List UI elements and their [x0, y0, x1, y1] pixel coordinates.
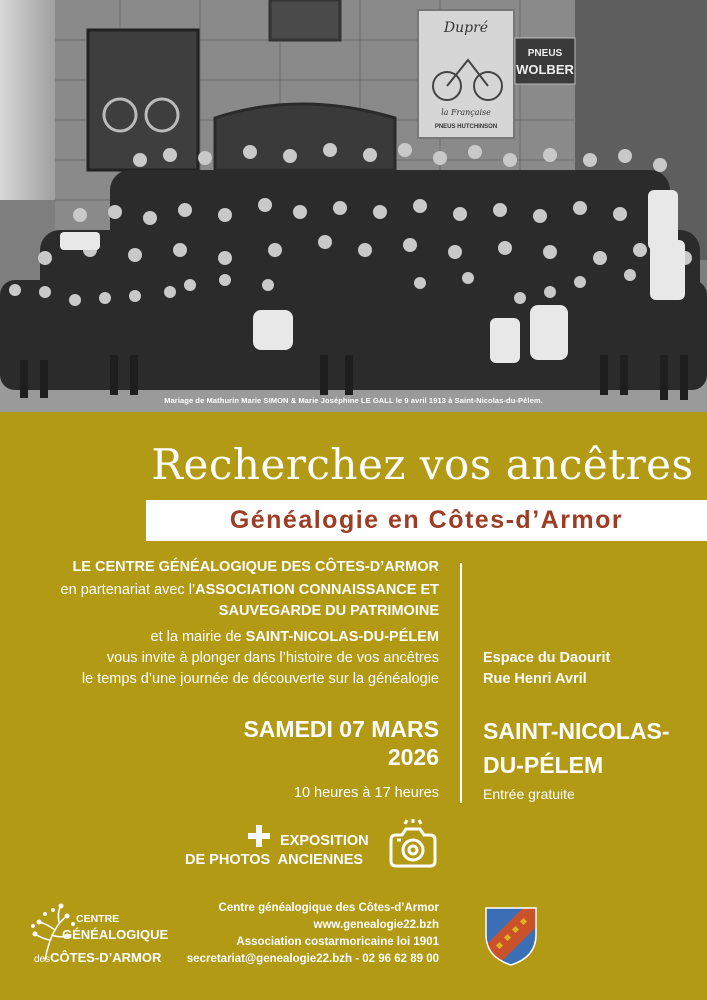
entry-fee: Entrée gratuite: [483, 786, 575, 802]
logo-prefix: des: [34, 954, 51, 965]
venue-name: Espace du Daourit: [483, 650, 611, 666]
partnership-line: [61, 580, 439, 601]
column-divider: [460, 563, 462, 803]
contact-email-phone[interactable]: secretariat@genealogie22.bzh - 02 96 62 89 00: [186, 953, 439, 965]
sign-wolber: WOLBER: [516, 62, 574, 77]
event-date: SAMEDI 07 MARS: [243, 716, 439, 742]
contact-legal-status: Association costarmoricaine loi 1901: [236, 936, 439, 948]
exposition-line1: EXPOSITION: [280, 833, 369, 849]
event-year: 2026: [387, 744, 439, 770]
logo-line2: GÉNÉALOGIQUE: [62, 927, 169, 942]
exposition-line2: DE PHOTOS ANCIENNES: [185, 852, 364, 868]
logo-line1: CENTRE: [76, 913, 120, 925]
sign-pneus: PNEUS: [527, 48, 563, 59]
invite-line2: le temps d’une journée de découverte sur la généalogie: [81, 671, 439, 687]
association-line2: SAUVEGARDE DU PATRIMOINE: [218, 603, 439, 619]
camera-icon: [385, 818, 441, 874]
coat-of-arms-icon: [483, 905, 539, 967]
association-line1: ASSOCIATION CONNAISSANCE ET: [195, 582, 439, 598]
subtitle-band: [146, 500, 707, 541]
logo-line3: [34, 950, 161, 965]
venue-street: Rue Henri Avril: [483, 671, 587, 687]
mayor-prefix: et la mairie de: [150, 629, 246, 645]
sign-line1: la Française: [441, 108, 491, 117]
page-subtitle: Généalogie en Côtes-d’Armor: [229, 506, 624, 534]
logo-region: CÔTES-D’ARMOR: [50, 950, 162, 965]
contact-organization: Centre généalogique des Côtes-d’Armor: [218, 902, 439, 914]
plus-icon: [248, 825, 270, 847]
page-title: Recherchez vos ancêtres: [151, 440, 694, 489]
venue-city-line2: DU-PÉLEM: [483, 752, 604, 778]
mayor-town: SAINT-NICOLAS-DU-PÉLEM: [245, 629, 439, 645]
venue-city-line1: SAINT-NICOLAS-: [483, 718, 670, 744]
sign-line2: PNEUS HUTCHINSON: [434, 124, 498, 130]
partnership-prefix: en partenariat avec l’: [60, 582, 196, 598]
invite-line1: vous invite à plonger dans l’histoire de vos ancêtres: [106, 650, 439, 666]
photo-illustration: [0, 0, 707, 412]
historic-photo: [0, 0, 707, 412]
photo-caption: Mariage de Mathurin Marie SIMON & Marie Joséphine LE GALL le 9 avril 1913 à Saint-Nicolas-du-Pélem.: [164, 396, 543, 405]
mayor-line: [151, 627, 439, 648]
contact-website[interactable]: www.genealogie22.bzh: [313, 919, 439, 931]
event-hours: 10 heures à 17 heures: [293, 785, 439, 801]
sign-brand: Dupré: [443, 20, 489, 36]
organizer-name: LE CENTRE GÉNÉALOGIQUE DES CÔTES-D’ARMOR: [72, 559, 439, 575]
